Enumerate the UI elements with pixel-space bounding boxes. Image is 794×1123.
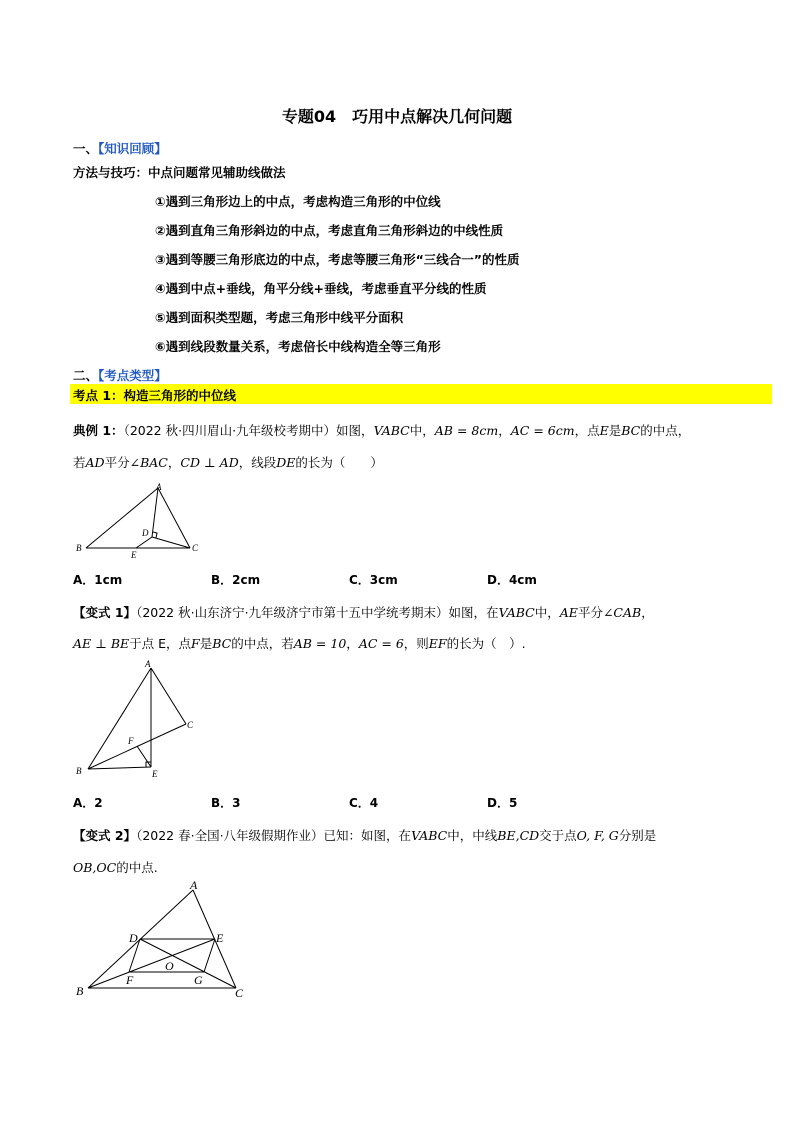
kaodian-label: 考点 1：构造三角形的中位线	[73, 388, 237, 403]
math: OB,OC	[73, 860, 117, 875]
math: F	[191, 636, 200, 651]
math: AC = 6	[358, 636, 404, 651]
option-a: A．2	[73, 796, 103, 810]
math: VABC	[373, 423, 410, 438]
variant2-figure	[70, 880, 260, 1005]
variant2-question-line2	[73, 858, 158, 876]
point-label-d: D	[142, 528, 149, 538]
point-label-c: C	[187, 720, 194, 730]
segment-be	[88, 767, 151, 769]
variant1-question-line1	[73, 603, 654, 621]
math: BE,CD	[497, 828, 540, 843]
method-item: ⑤遇到面积类型题，考虑三角形中线平分面积	[155, 310, 404, 325]
segment-ab	[86, 488, 158, 548]
method-intro: 方法与技巧：中点问题常见辅助线做法	[73, 165, 286, 180]
option-d: D．5	[487, 796, 518, 810]
math: AC = 6cm	[510, 423, 575, 438]
kaodian-highlight-bar	[70, 384, 772, 404]
option-c: C．4	[349, 796, 379, 810]
option-b: B．2cm	[211, 573, 261, 587]
section-label: 【考点类型】	[98, 368, 167, 383]
example1-figure	[70, 480, 210, 560]
text: 的长为（ ）	[295, 455, 383, 470]
segment-ab	[88, 668, 151, 769]
text: 的中点.	[116, 860, 158, 875]
point-label-b: B	[76, 984, 84, 998]
section-number: 一、	[73, 141, 99, 156]
segment-dc	[152, 537, 190, 548]
text: 分别是	[618, 828, 657, 843]
example1-label: 典例 1：	[73, 423, 124, 438]
segment-ac	[158, 488, 190, 548]
method-item: ③遇到等腰三角形底边的中点，考虑等腰三角形“三线合一”的性质	[155, 252, 520, 267]
text: ，点	[574, 423, 600, 438]
section-types-heading	[73, 366, 167, 384]
text: ，则	[403, 636, 429, 651]
segment-ac	[151, 668, 186, 724]
option-b: B．3	[211, 796, 241, 810]
point-label-d: D	[129, 931, 138, 945]
segment-de	[136, 537, 152, 548]
text: 于点 E，点	[129, 636, 192, 651]
text: ，	[346, 636, 359, 651]
example1-question-line1	[73, 421, 690, 439]
variant2-question-line1	[73, 826, 656, 844]
text: 是	[608, 423, 622, 438]
text: 如图，在	[448, 605, 499, 620]
example1-source: （2022 秋·四川眉山·九年级校考期中）	[123, 423, 337, 438]
math: EF	[428, 636, 447, 651]
math: VABC	[411, 828, 448, 843]
example1-question-line2	[73, 453, 383, 471]
text: 若	[73, 455, 86, 470]
text: 的中点，	[640, 423, 691, 438]
text: 的中点，若	[231, 636, 294, 651]
math: AB = 10	[293, 636, 347, 651]
point-label-o: O	[165, 959, 174, 973]
point-label-b: B	[76, 766, 82, 776]
point-label-c: C	[192, 543, 199, 553]
text: ，	[641, 605, 654, 620]
text: 中，中线	[447, 828, 498, 843]
text: 中，	[409, 423, 435, 438]
point-label-e: E	[131, 550, 137, 560]
text: 交于点	[539, 828, 577, 843]
median-cd	[140, 939, 236, 988]
math: BC	[212, 636, 232, 651]
option-a: A．1cm	[73, 573, 123, 587]
point-label-f: F	[126, 973, 134, 987]
math: E	[599, 423, 609, 438]
point-label-g: G	[194, 973, 203, 987]
point-label-a: A	[145, 659, 151, 669]
point-label-e: E	[152, 769, 158, 779]
math: O, F, G	[576, 828, 619, 843]
text: 平分	[104, 455, 130, 470]
math: AE	[559, 605, 578, 620]
section-review-heading	[73, 139, 167, 157]
page-title: 专题04 巧用中点解决几何问题	[281, 107, 513, 126]
math: VABC	[498, 605, 535, 620]
method-item: ④遇到中点+垂线，角平分线+垂线，考虑垂直平分线的性质	[155, 281, 487, 296]
text: 平分	[577, 605, 603, 620]
variant2-source: （2022 春·全国·八年级假期作业）	[136, 828, 324, 843]
text: ，线段	[238, 455, 277, 470]
text: ，	[167, 455, 181, 470]
method-item: ②遇到直角三角形斜边的中点，考虑直角三角形斜边的中线性质	[155, 223, 504, 238]
text: 已知：如图，在	[323, 828, 412, 843]
math: CD ⊥ AD	[180, 455, 239, 470]
option-d: D．4cm	[487, 573, 537, 587]
math: ∠BAC	[129, 455, 168, 470]
text: 中，	[534, 605, 560, 620]
variant2-label: 【变式 2】	[73, 828, 137, 843]
variant1-question-line2	[73, 634, 526, 652]
point-label-e: E	[216, 931, 224, 945]
segment-eg	[204, 939, 215, 972]
segment-fe	[137, 746, 151, 767]
math: AD	[85, 455, 105, 470]
section-number: 二、	[73, 368, 99, 383]
math: BC	[621, 423, 641, 438]
variant1-label: 【变式 1】	[73, 605, 137, 620]
variant1-figure	[70, 655, 210, 785]
point-label-a: A	[156, 482, 162, 492]
math: ∠CAB	[602, 605, 642, 620]
variant1-source: （2022 秋·山东济宁·九年级济宁市第十五中学统考期末）	[136, 605, 449, 620]
section-label: 【知识回顾】	[98, 141, 167, 156]
method-item: ①遇到三角形边上的中点，考虑构造三角形的中位线	[155, 194, 441, 209]
math: AB = 8cm	[434, 423, 499, 438]
point-label-c: C	[235, 986, 244, 1000]
point-label-a: A	[190, 880, 198, 892]
segment-ad	[152, 488, 158, 537]
text: 如图，	[336, 423, 374, 438]
method-item: ⑥遇到线段数量关系，考虑倍长中线构造全等三角形	[155, 339, 441, 354]
option-c: C．3cm	[349, 573, 398, 587]
text: ，	[498, 423, 511, 438]
point-label-f: F	[128, 736, 134, 746]
text: 的长为（ ）.	[446, 636, 526, 651]
point-label-b: B	[76, 543, 82, 553]
math: DE	[276, 455, 296, 470]
math: AE ⊥ BE	[73, 636, 130, 651]
text: 是	[199, 636, 213, 651]
